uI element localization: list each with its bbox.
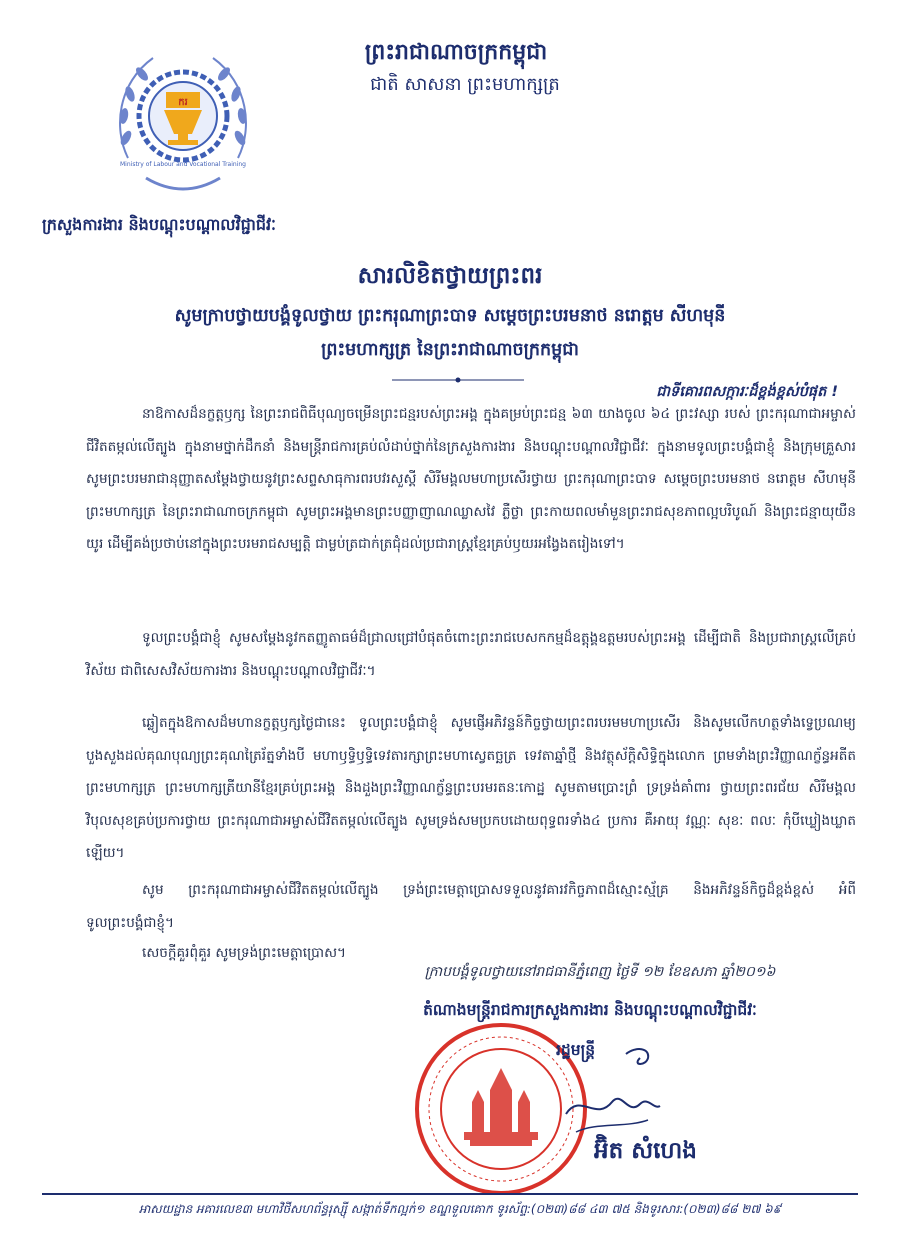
letter-subtitle-line1: សូមក្រាបថ្វាយបង្គំទូលថ្វាយ ព្រះករុណាព្រះបាទ សម្តេចព្រះបរមនាថ នរោត្តម សីហមុនី bbox=[174, 306, 726, 326]
paragraph-text: នាឱកាសដ៏នក្ខត្តឫក្ស នៃព្រះរាជពិធីបុណ្យចម្រើនព្រះជន្មរបស់ព្រះអង្គ ក្នុងគម្រប់ព្រះជន្ម ៦៣ យាងចូល ៦៤ ព្រះវស្សា របស់ ព្រះករុណាជាអម្ចាស់ជីវិតតម្កល់លើត្បូង ក្នុងនាមថ្នាក់ដឹកនាំ និងមន្ត្រីរាជការគ្រប់លំដាប់ថ្នាក់នៃក្រសួងការងារ និងបណ្តុះបណ្តាលវិជ្ជាជីវៈ ក្នុងនាមទូលព្រះបង្គំជាខ្ញុំ និងក្រុមគ្រួសារ សូមព្រះបរមរាជានុញ្ញាតសម្តែងថ្វាយនូវព្រះសព្ទសាធុការពរបវរសួស្តី សិរីមង្គលមហាប្រសើរថ្វាយ ព្រះករុណាព្រះបាទ សម្តេចព្រះបរមនាថ នរោត្តម សីហមុនី ព្រះមហាក្សត្រ នៃព្រះរាជាណាចក្រកម្ពុជា សូមព្រះអង្គមានព្រះបញ្ញាញាណឈ្លាសវៃ ភ្លឺថ្លា ព្រះកាយពលមាំមួនព្រះរាជសុខភាពល្អបរិបូណ៍ និងព្រះជន្មាយុយឺនយូរ ដើម្បីគង់ប្រថាប់នៅក្នុងព្រះបរមរាជសម្បត្តិ ជាម្លប់ត្រជាក់ត្រជុំដល់ប្រជារាស្ត្រខ្មែរគ្រប់ឫយរអង្វែងតរៀងទៅ។ bbox=[86, 406, 856, 552]
divider-ornament bbox=[388, 376, 528, 384]
ministry-logo bbox=[108, 38, 258, 208]
closing-line: សេចក្តីគួរពុំគួរ សូមទ្រង់ព្រះមេត្តាប្រោស។ bbox=[142, 945, 346, 961]
letter-title: សារលិខិតថ្វាយព្រះពរ bbox=[357, 263, 543, 289]
letter-subtitle-line2: ព្រះមហាក្សត្រ នៃព្រះរាជាណាចក្រកម្ពុជា bbox=[321, 340, 579, 360]
kingdom-heading: ព្រះរាជាណាចក្រកម្ពុជា bbox=[364, 40, 548, 65]
paragraph-text: សូម ព្រះករុណាជាអម្ចាស់ជីវិតតម្កល់លើត្បូង ទ្រង់ព្រះមេត្តាប្រោសទទួលនូវគារវកិច្ចភាពដ៏ស្មោះស្ម័គ្រ និងអភិវន្ទន៍កិច្ចដ៏ខ្ពង់ខ្ពស់ អំពីទូលព្រះបង្គំជាខ្ញុំ។ bbox=[86, 882, 856, 931]
date-line: ក្រាបបង្គំទូលថ្វាយនៅរាជធានីភ្នំពេញ ថ្ងៃទី ១២ ខែឧសភា ឆ្នាំ២០១៦ bbox=[424, 964, 776, 980]
national-motto: ជាតិ សាសនា ព្រះមហាក្សត្រ bbox=[370, 74, 560, 95]
salutation: ជាទីគោរពសក្ការៈដ៏ខ្ពង់ខ្ពស់បំផុត ! bbox=[656, 384, 838, 400]
ministry-name: ក្រសួងការងារ និងបណ្តុះបណ្តាលវិជ្ជាជីវៈ bbox=[42, 215, 276, 234]
body-paragraph-2 bbox=[86, 622, 856, 687]
body-paragraph-3 bbox=[86, 707, 856, 870]
body-paragraph-4 bbox=[86, 874, 856, 939]
footer-divider bbox=[42, 1193, 858, 1195]
logo-initials: ករ bbox=[178, 97, 188, 108]
paragraph-text: ឆ្លៀតក្នុងឱកាសដ៏មហានក្ខត្តឫក្សថ្ងៃជានេះ ទូលព្រះបង្គំជាខ្ញុំ សូមផ្ញើអភិវន្ទន៍កិច្ចថ្វាយព្រះពរបរមមហាប្រសើរ និងសូមលើកហត្ថទាំងទ្វេប្រណម្យបួងសួងដល់គុណបុណ្យព្រះគុណត្រៃរ័ត្នទាំងបី មហាឫទ្ធិឫទ្ធិទេវតារក្សាព្រះមហាស្វេតច្ឆត្រ ទេវតាឆ្នាំថ្មី និងវត្ថុស័ក្តិសិទ្ធិក្នុងលោក ព្រមទាំងព្រះវិញ្ញាណក្ខ័ន្ធអតីតព្រះមហាក្សត្រ ព្រះមហាក្សត្រីយានីខ្មែរគ្រប់ព្រះអង្គ និងដួងព្រះវិញ្ញាណក្ខ័ន្ធព្រះបរមរតនៈកោដ្ឋ សូមតាមប្រោះព្រំ ទ្រទ្រង់គាំពារ ថ្វាយព្រះពរជ័យ សិរីមង្គល វិបុលសុខគ្រប់ប្រការថ្វាយ ព្រះករុណាជាអម្ចាស់ជីវិតតម្កល់លើត្បូង សូមទ្រង់សមប្រកបដោយពុទ្ធពរទាំង៤ ប្រការ គឺអាយុ វណ្ណៈ សុខៈ ពលៈ កុំបីឃ្លៀងឃ្លាតឡើយ។ bbox=[86, 715, 856, 861]
paragraph-text: ទូលព្រះបង្គំជាខ្ញុំ សូមសម្តែងនូវកតញ្ញូតាធម៌ដ៏ជ្រាលជ្រៅបំផុតចំពោះព្រះរាជបេសកកម្មដ៏ឧត្តុង្គឧត្តមរបស់ព្រះអង្គ ដើម្បីជាតិ និងប្រជារាស្ត្រលើគ្រប់វិស័យ ជាពិសេសវិស័យការងារ និងបណ្តុះបណ្តាលវិជ្ជាជីវៈ។ bbox=[86, 630, 856, 679]
body-paragraph-1 bbox=[86, 398, 856, 561]
signer-name: អ៊ិត សំហេង bbox=[594, 1138, 697, 1164]
footer-address: អាសយដ្ឋាន អគារលេខ៣ មហាវិថីសហព័ន្ធរុស្ស៊ី សង្កាត់ទឹកល្អក់១ ខណ្ឌទួលគោក ទូរស័ព្ទ:(០២៣)៨៨ ៤៣ ៧៥ និងទូរសារ:(០២៣)៨៨ ២៧ ៦៩ bbox=[138, 1202, 782, 1216]
representative-title: តំណាងមន្ត្រីរាជការក្រសួងការងារ និងបណ្តុះបណ្តាលវិជ្ជាជីវៈ bbox=[423, 1001, 757, 1019]
logo-caption: Ministry of Labour and Vocational Training bbox=[120, 161, 246, 168]
minister-title: រដ្ឋមន្ត្រី bbox=[556, 1041, 596, 1059]
